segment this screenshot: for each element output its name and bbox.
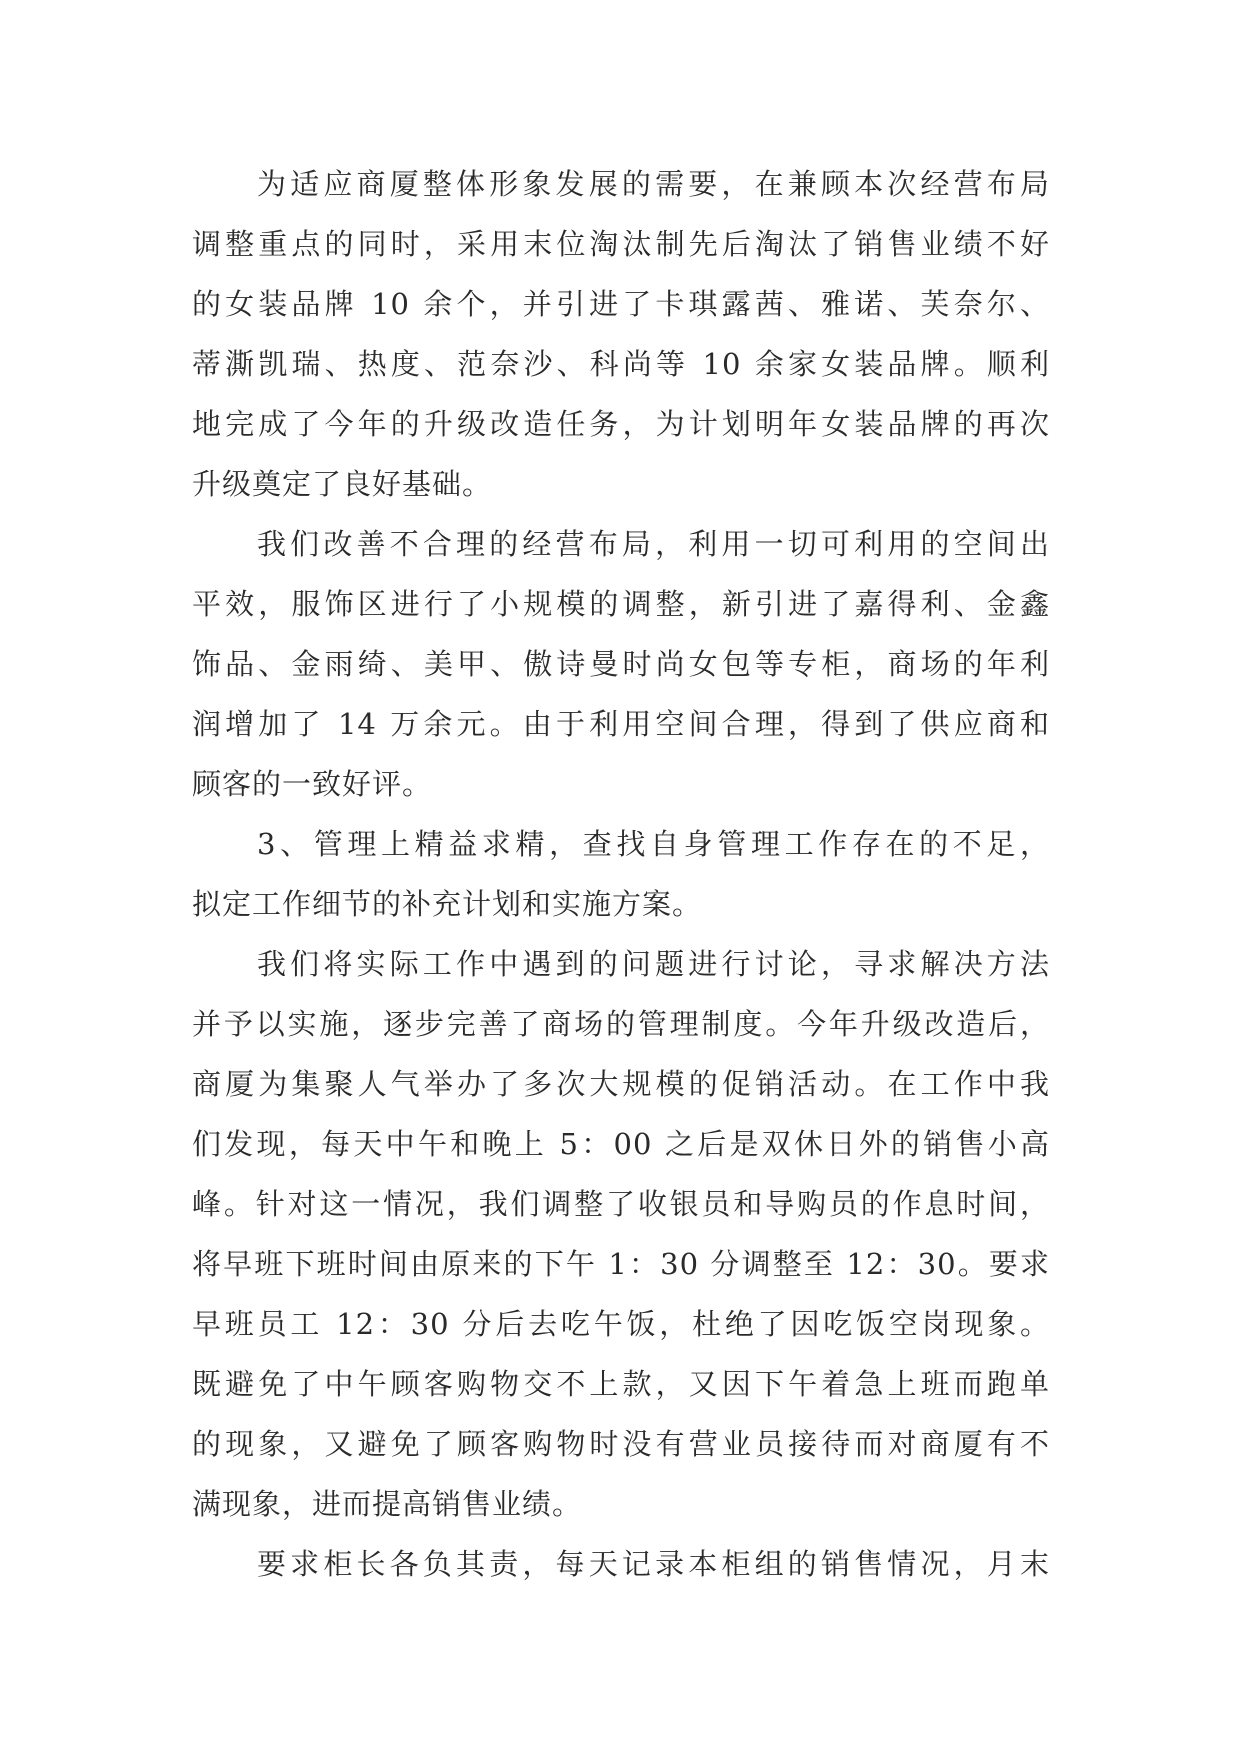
document-page (192, 154, 1050, 1594)
text-line: 调整重点的同时，采用末位淘汰制先后淘汰了销售业绩不好 (192, 227, 1050, 261)
paragraph-brand-upgrade (192, 154, 1050, 514)
text-line: 为适应商厦整体形象发展的需要，在兼顾本次经营布局 (257, 167, 1050, 201)
text-line: 饰品、金雨绮、美甲、傲诗曼时尚女包等专柜，商场的年利 (192, 647, 1050, 681)
text-line: 升级奠定了良好基础。 (192, 467, 493, 501)
text-line: 3、管理上精益求精，查找自身管理工作存在的不足， (257, 827, 1050, 861)
text-line: 们发现，每天中午和晚上 5：00 之后是双休日外的销售小高 (192, 1127, 1050, 1161)
text-line: 蒂澌凯瑞、热度、范奈沙、科尚等 10 余家女装品牌。顺利 (192, 347, 1050, 381)
text-line: 要求柜长各负其责，每天记录本柜组的销售情况，月末 (257, 1547, 1050, 1581)
paragraph-counter-responsibility (192, 1534, 1050, 1594)
text-line: 商厦为集聚人气举办了多次大规模的促销活动。在工作中我 (192, 1067, 1050, 1101)
paragraph-layout-improvement (192, 514, 1050, 814)
text-line: 并予以实施，逐步完善了商场的管理制度。今年升级改造后， (192, 1007, 1050, 1041)
text-line: 平效，服饰区进行了小规模的调整，新引进了嘉得利、金鑫 (192, 587, 1050, 621)
text-line: 峰。针对这一情况，我们调整了收银员和导购员的作息时间， (192, 1187, 1050, 1221)
text-line: 顾客的一致好评。 (192, 767, 433, 801)
text-line: 满现象，进而提高销售业绩。 (192, 1487, 583, 1521)
text-line: 将早班下班时间由原来的下午 1：30 分调整至 12：30。要求 (192, 1247, 1050, 1281)
text-line: 的女装品牌 10 余个，并引进了卡琪露茜、雅诺、芙奈尔、 (192, 287, 1050, 321)
text-line: 既避免了中午顾客购物交不上款，又因下午着急上班而跑单 (192, 1367, 1050, 1401)
text-line: 我们改善不合理的经营布局，利用一切可利用的空间出 (257, 527, 1050, 561)
text-line: 我们将实际工作中遇到的问题进行讨论，寻求解决方法 (257, 947, 1050, 981)
paragraph-schedule-adjustment (192, 934, 1050, 1534)
text-line: 拟定工作细节的补充计划和实施方案。 (192, 887, 703, 921)
text-line: 早班员工 12：30 分后去吃午饭，杜绝了因吃饭空岗现象。 (192, 1307, 1050, 1341)
text-line: 润增加了 14 万余元。由于利用空间合理，得到了供应商和 (192, 707, 1050, 741)
text-line: 的现象，又避免了顾客购物时没有营业员接待而对商厦有不 (192, 1427, 1050, 1461)
paragraph-management-heading (192, 814, 1050, 934)
text-line: 地完成了今年的升级改造任务，为计划明年女装品牌的再次 (192, 407, 1050, 441)
